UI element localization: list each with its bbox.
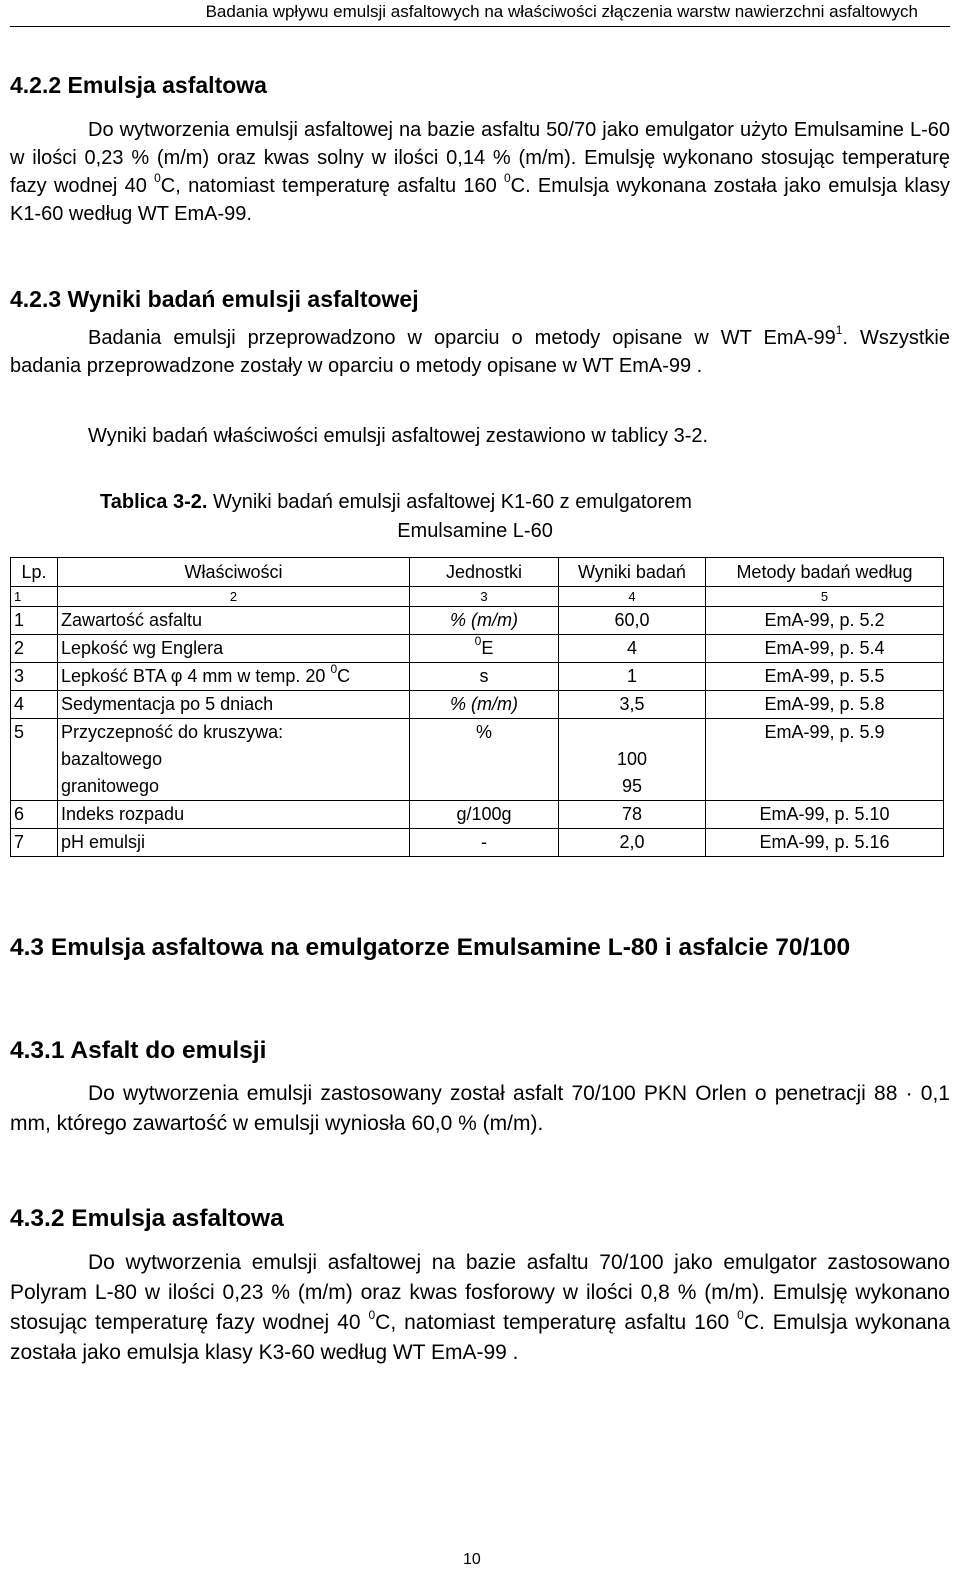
row-method: EmA-99, p. 5.8 [706,691,944,719]
table-caption-text-2: Emulsamine L-60 [397,520,553,542]
table-row [11,829,944,857]
row-unit: % (m/m) [410,691,559,719]
col-number: 3 [410,587,559,607]
row-method: EmA-99, p. 5.16 [706,829,944,857]
row-result: 2,0 [559,829,706,857]
col-number: 5 [706,587,944,607]
paragraph-4-3-1: Do wytworzenia emulsji zastosowany został asfalt 70/100 PKN Orlen o penetracji 88 · 0,1 mm, którego zawartość w emulsji wyniosła 60,0 % (m/m). [10,1082,950,1135]
table-row [11,801,944,829]
row-method: EmA-99, p. 5.9 [706,719,944,801]
row-lp: 4 [11,691,58,719]
row-unit: % [410,719,559,801]
table-row [11,663,944,691]
table-header-row [11,558,944,587]
row-unit: - [410,829,559,857]
page-number: 10 [463,1551,481,1568]
heading-4-2-3: 4.2.3 Wyniki badań emulsji asfaltowej [10,286,419,312]
row-lp: 1 [11,607,58,635]
row-property: Sedymentacja po 5 dniach [58,691,410,719]
header-lp: Lp. [11,558,58,587]
running-header: Badania wpływu emulsji asfaltowych na właściwości złączenia warstw nawierzchni asfaltowych [205,2,918,21]
row-result: 100 95 [559,719,706,801]
heading-4-3-1: 4.3.1 Asfalt do emulsji [10,1037,267,1064]
row-property: Lepkość BTA φ 4 mm w temp. 20 $^0$C [58,663,410,691]
row-lp: 2 [11,635,58,663]
table-row [11,607,944,635]
row-lp: 6 [11,801,58,829]
row-lp: 5 [11,719,58,801]
header-units: Jednostki [410,558,559,587]
row-lp: 7 [11,829,58,857]
row-method: EmA-99, p. 5.2 [706,607,944,635]
paragraph-4-2-2: Do wytworzenia emulsji asfaltowej na bazie asfaltu 50/70 jako emulgator użyto Emulsamine L-60 w ilości 0,23 % (m/m) oraz kwas solny w ilości 0,14 % (m/m). Emulsję wykonano stosując temperaturę fazy wodnej 40 $^0$C, natomiast temperaturę asfaltu 160 $^0$C. Emulsja wykonana została jako emulsja klasy K1-60 według WT EmA-99. [10,119,950,225]
row-property: Indeks rozpadu [58,801,410,829]
table-row [11,635,944,663]
table-row [11,719,944,801]
row-property: Przyczepność do kruszywa: bazaltowego granitowego [58,719,410,801]
heading-4-3: 4.3 Emulsja asfaltowa na emulgatorze Emulsamine L-80 i asfalcie 70/100 [10,934,851,961]
row-result: 1 [559,663,706,691]
heading-4-3-2: 4.3.2 Emulsja asfaltowa [10,1205,284,1232]
row-method: EmA-99, p. 5.5 [706,663,944,691]
results-table [10,557,944,857]
paragraph-4-2-3-b: Wyniki badań właściwości emulsji asfaltowej zestawiono w tablicy 3-2. [88,425,709,447]
row-result: 4 [559,635,706,663]
col-number: 4 [559,587,706,607]
paragraph-4-3-2: Do wytworzenia emulsji asfaltowej na bazie asfaltu 70/100 jako emulgator zastosowano Polyram L-80 w ilości 0,23 % (m/m) oraz kwas fosforowy w ilości 0,8 % (m/m). Emulsję wykonano stosując temperaturę fazy wodnej 40 $^0$C, natomiast temperaturę asfaltu 160 $^0$C. Emulsja wykonana została jako emulsja klasy K3-60 według WT EmA-99 . [10,1251,950,1364]
row-unit: % (m/m) [410,607,559,635]
table-row [11,691,944,719]
col-number: 1 [11,587,58,607]
col-number: 2 [58,587,410,607]
header-methods: Metody badań według [706,558,944,587]
header-results: Wyniki badań [559,558,706,587]
row-unit: g/100g [410,801,559,829]
table-caption-text: Wyniki badań emulsji asfaltowej K1-60 z emulgatorem [213,491,692,513]
heading-4-2-2: 4.2.2 Emulsja asfaltowa [10,72,267,98]
row-unit: s [410,663,559,691]
row-unit: $^0$E [410,635,559,663]
row-result: 78 [559,801,706,829]
row-property: Zawartość asfaltu [58,607,410,635]
table-column-numbers [11,587,944,607]
header-properties: Właściwości [58,558,410,587]
table-caption [95,488,915,546]
row-result: 60,0 [559,607,706,635]
row-lp: 3 [11,663,58,691]
row-property: Lepkość wg Englera [58,635,410,663]
paragraph-4-2-3-a: Badania emulsji przeprowadzono w oparciu o metody opisane w WT EmA-$99^1$. Wszystkie badania przeprowadzone zostały w oparciu o metody opisane w WT EmA-99 . [10,323,950,377]
row-method: EmA-99, p. 5.4 [706,635,944,663]
row-property: pH emulsji [58,829,410,857]
table-caption-label: Tablica 3-2. [100,491,208,513]
row-method: EmA-99, p. 5.10 [706,801,944,829]
header-rule [10,26,950,27]
row-result: 3,5 [559,691,706,719]
